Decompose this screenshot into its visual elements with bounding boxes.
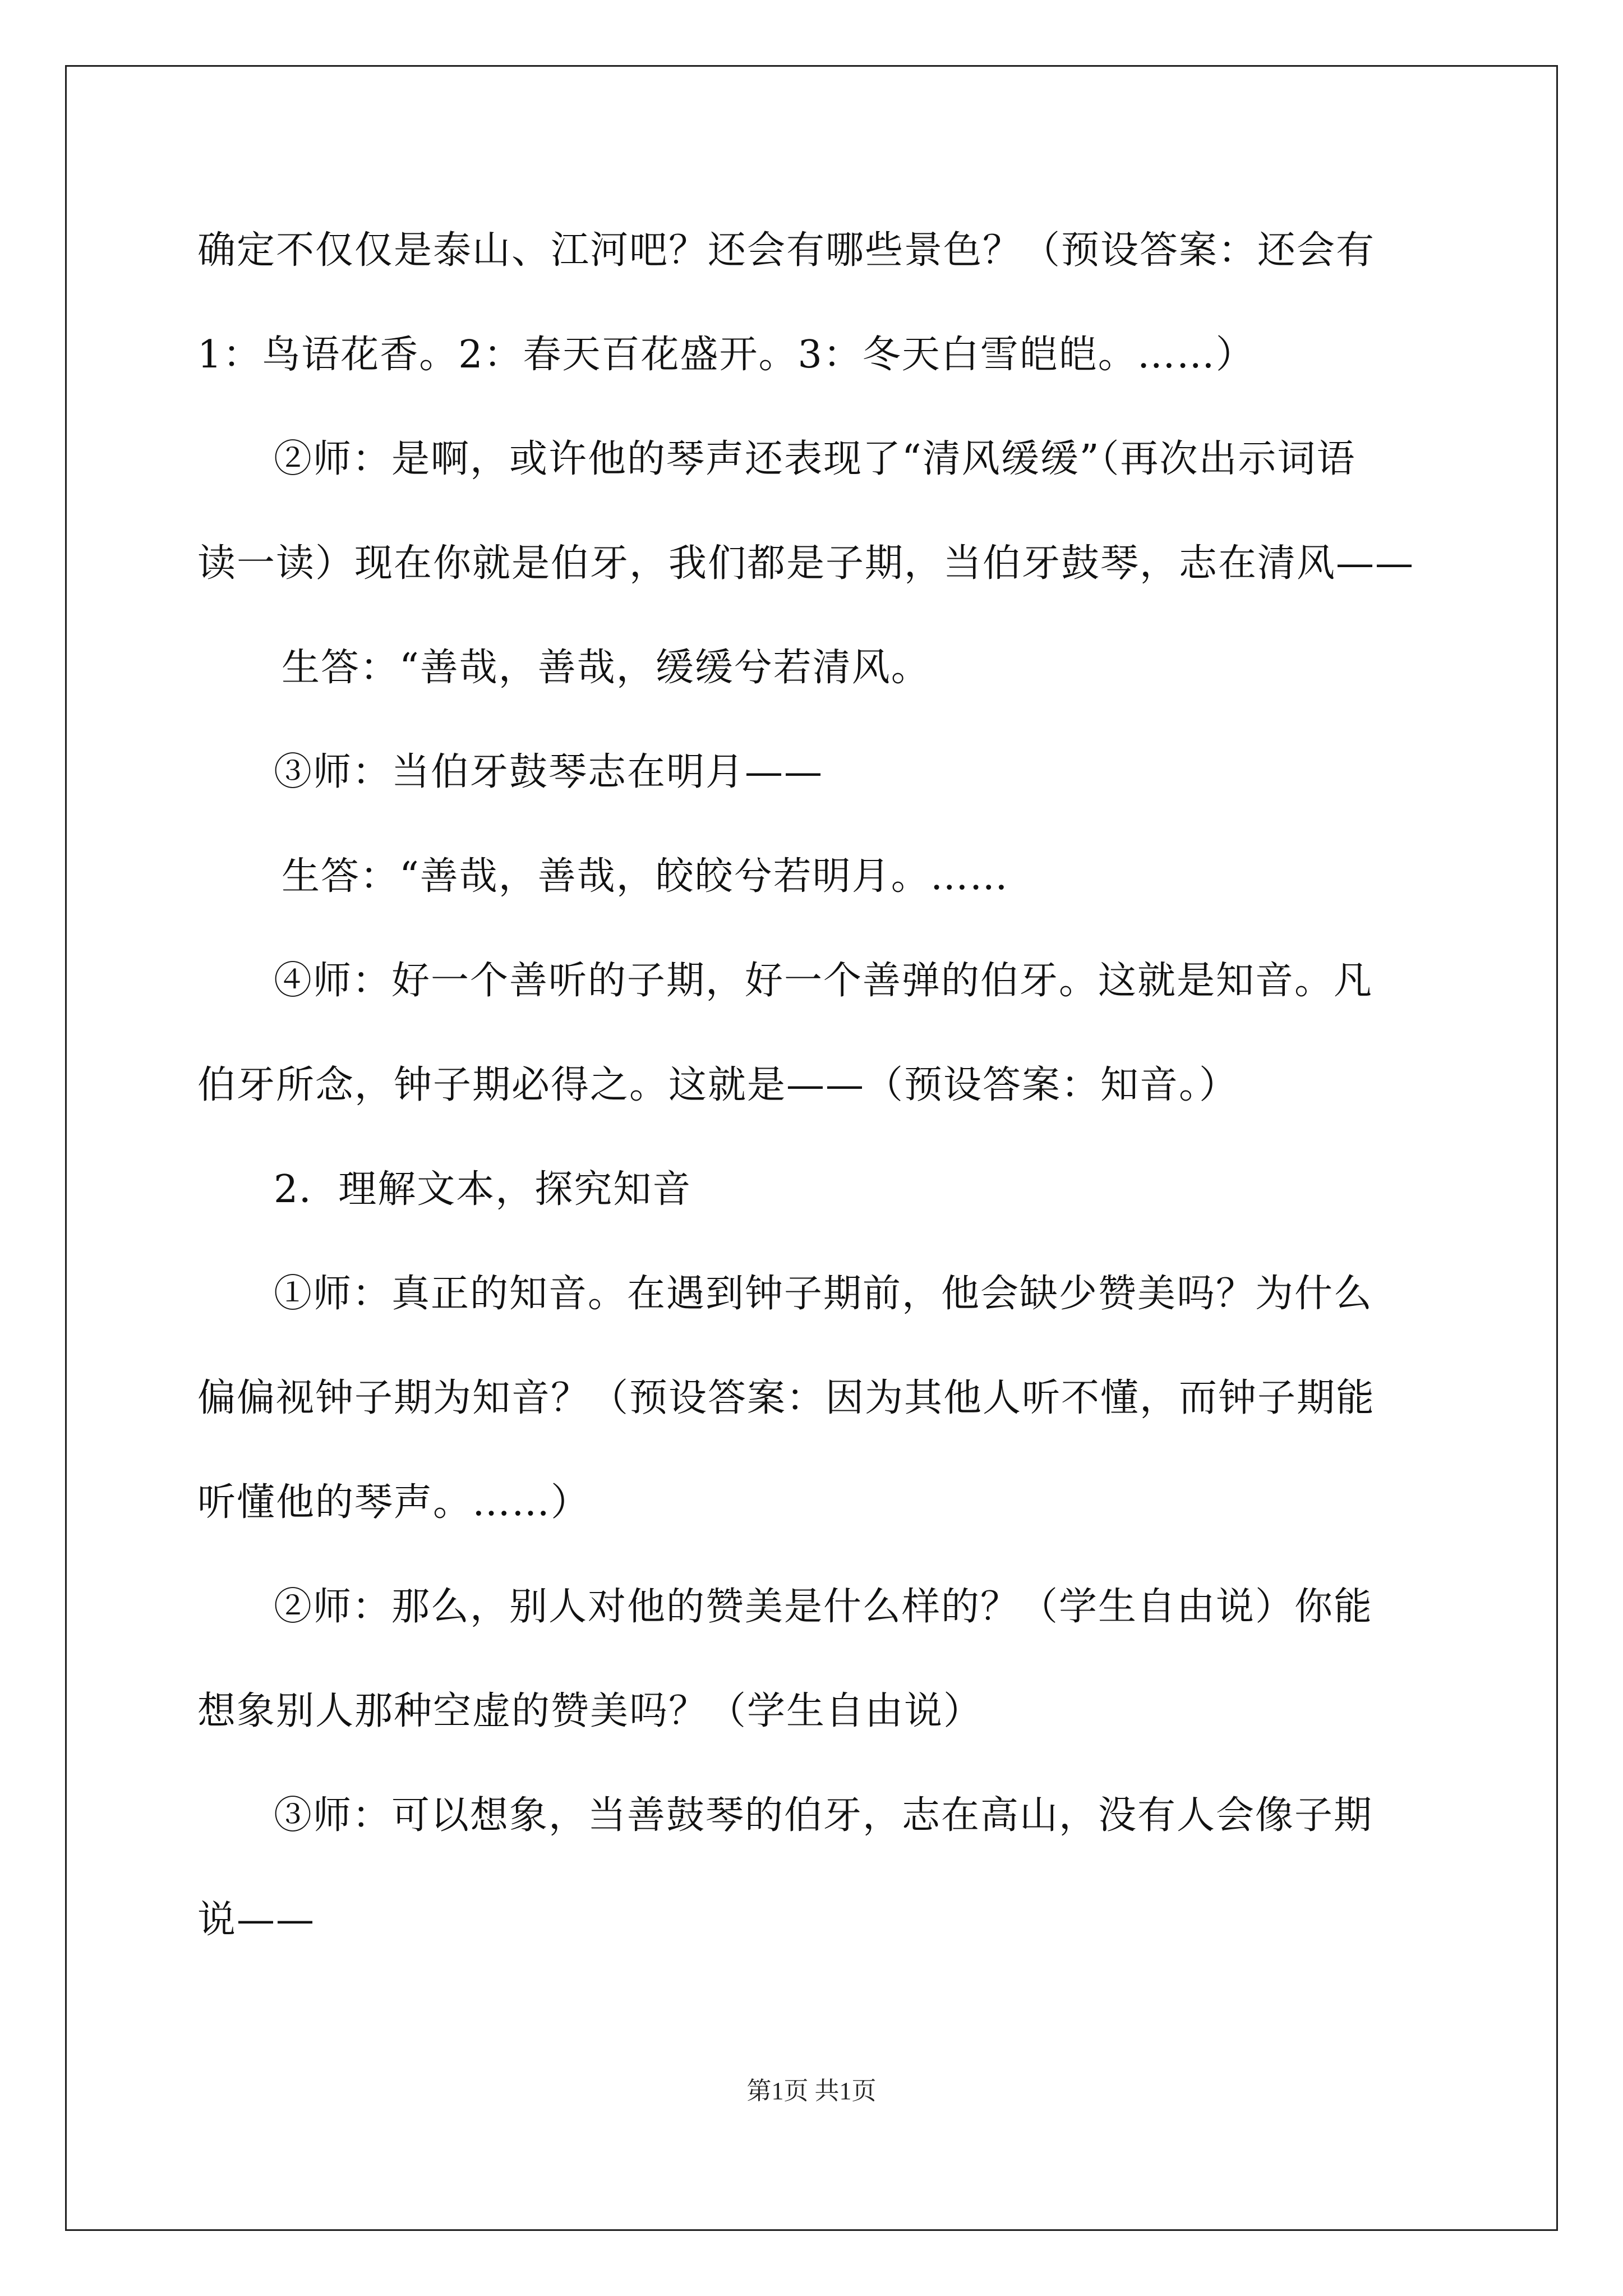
text-line-17: 说——	[197, 1898, 316, 1942]
text-line-11: ①师：真正的知音。在遇到钟子期前，他会缺少赞美吗？为什么	[274, 1272, 1373, 1316]
text-line-13: 听懂他的琴声。……）	[197, 1480, 591, 1525]
text-line-4: 读一读）现在你就是伯牙，我们都是子期，当伯牙鼓琴，志在清风——	[197, 541, 1415, 586]
text-line-2: 1：鸟语花香。2：春天百花盛开。3：冬天白雪皑皑。……）	[197, 333, 1255, 377]
page-footer: 第1页 共1页	[746, 2077, 877, 2105]
section-heading: 2．理解文本，探究知音	[274, 1167, 692, 1212]
text-line-7: 生答：“善哉，善哉，皎皎兮若明月。……	[282, 854, 1009, 899]
text-line-9: 伯牙所念，钟子期必得之。这就是——（预设答案：知音。）	[197, 1063, 1239, 1107]
text-line-12: 偏偏视钟子期为知音？（预设答案：因为其他人听不懂，而钟子期能	[197, 1376, 1376, 1420]
text-line-8: ④师：好一个善听的子期，好一个善弹的伯牙。这就是知音。凡	[274, 959, 1373, 1003]
text-line-6: ③师：当伯牙鼓琴志在明月——	[274, 750, 824, 794]
text-line-16: ③师：可以想象，当善鼓琴的伯牙，志在高山，没有人会像子期	[274, 1793, 1373, 1838]
text-line-1: 确定不仅仅是泰山、江河吧？还会有哪些景色？（预设答案：还会有	[197, 228, 1376, 273]
text-line-3: ②师：是啊，或许他的琴声还表现了“清风缓缓”（再次出示词语	[274, 437, 1356, 481]
text-line-5: 生答：“善哉，善哉，缓缓兮若清风。	[282, 646, 930, 690]
text-line-15: 想象别人那种空虚的赞美吗？（学生自由说）	[197, 1689, 983, 1733]
text-line-14: ②师：那么，别人对他的赞美是什么样的？（学生自由说）你能	[274, 1585, 1373, 1629]
